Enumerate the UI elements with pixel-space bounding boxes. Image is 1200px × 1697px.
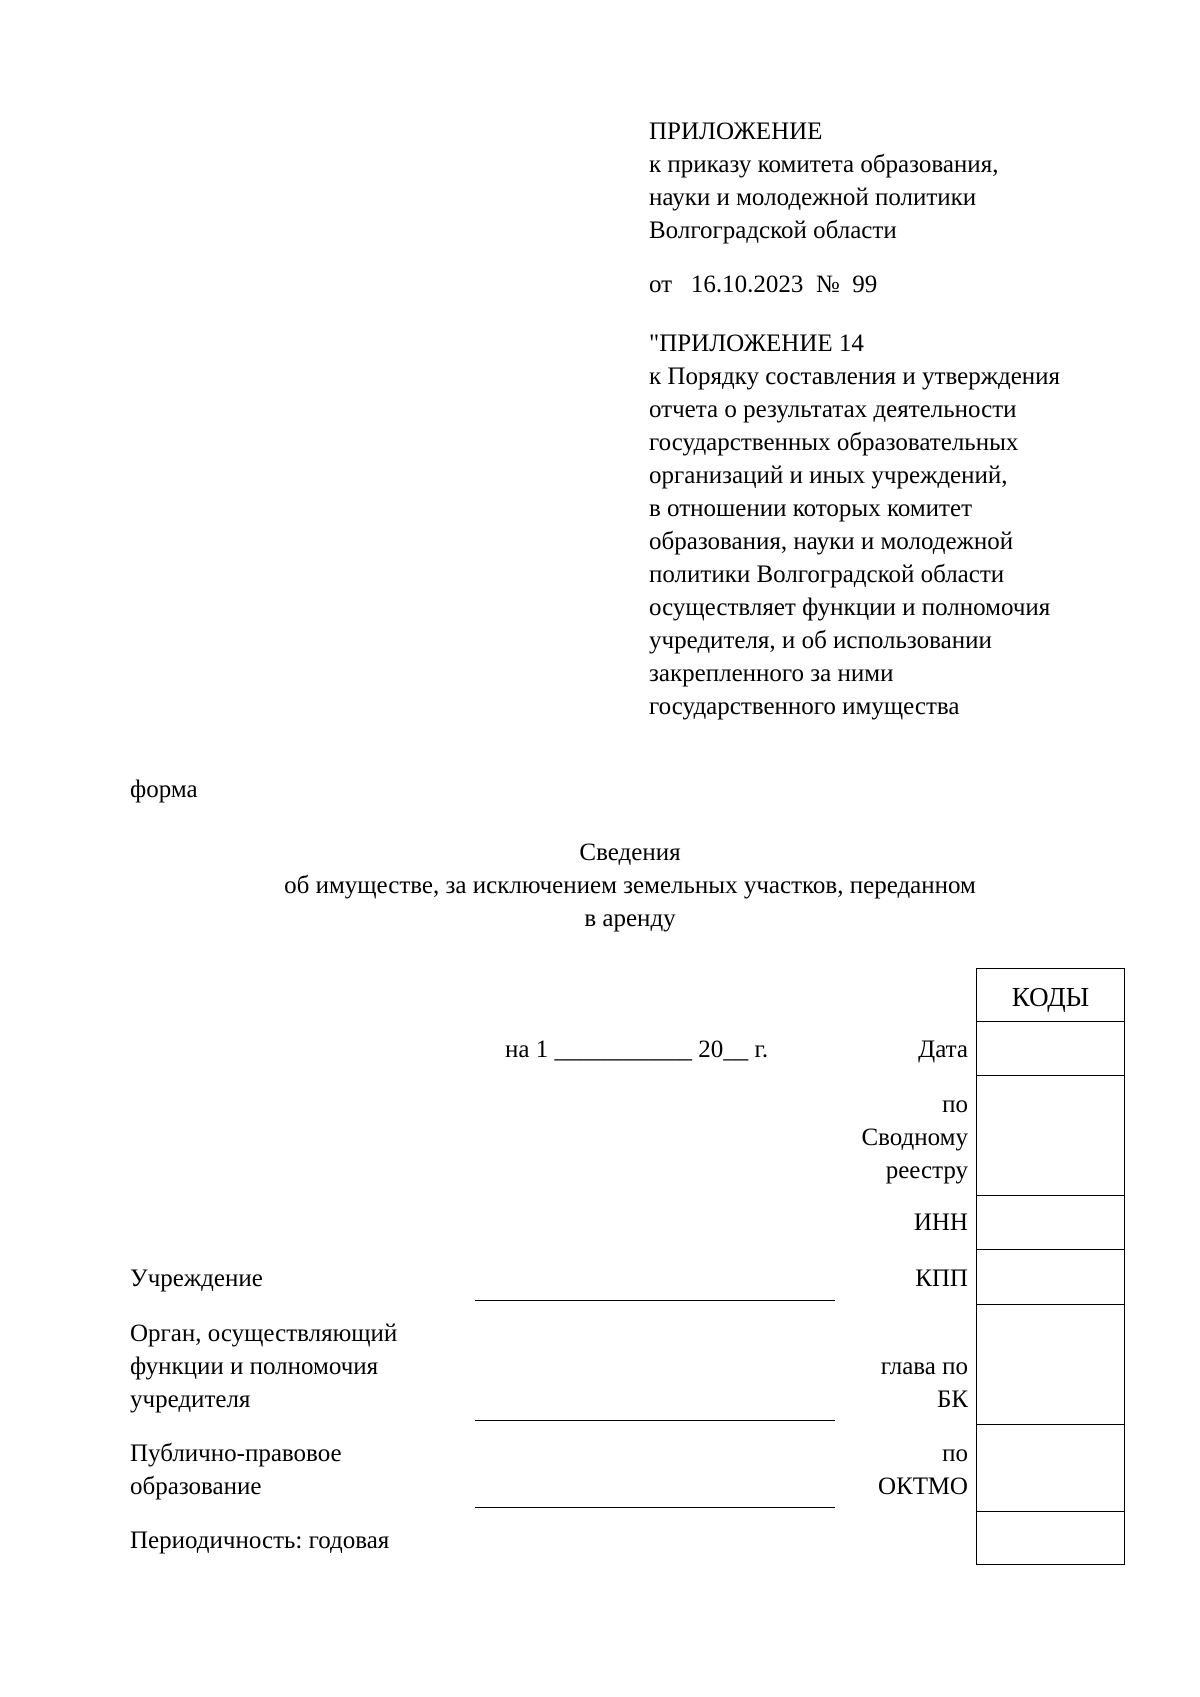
ppo-fill-line [475,1507,835,1508]
appendix14-label: "ПРИЛОЖЕНИЕ 14 [649,330,864,357]
approval-header [649,115,1060,723]
procedure-line: государственного имущества [649,693,960,720]
codes-header: КОДЫ [1011,982,1090,1012]
institution-fill-line [475,1300,835,1301]
procedure-line: в отношении которых комитет [649,495,972,522]
date-prefix: от [649,271,673,298]
procedure-line: осуществляет функции и полномочия [649,594,1051,621]
label-date: Дата [918,1036,968,1063]
order-line: к приказу комитета образования, [649,151,999,178]
label-institution: Учреждение [130,1265,263,1292]
label-periodicity: Периодичность: годовая [130,1527,390,1554]
procedure-line: закрепленного за ними [649,660,894,687]
order-date: 16.10.2023 [690,271,804,298]
procedure-line: к Порядку составления и утверждения [649,363,1061,390]
codes-divider [977,1021,1124,1022]
label-ppo: Публично-правовое образование [130,1440,342,1500]
procedure-line: учредителя, и об использовании [649,627,992,654]
procedure-line: организаций и иных учреждений, [649,462,1008,489]
number-sign: № [815,271,840,298]
label-bk: глава по БК [880,1353,968,1413]
label-kpp: КПП [915,1265,968,1292]
procedure-line: политики Волгоградской области [649,561,1005,588]
codes-divider [977,1195,1124,1196]
codes-divider [977,1075,1124,1076]
title-line: Сведения [579,839,681,866]
codes-divider [977,1511,1124,1512]
order-line: науки и молодежной политики [649,184,977,211]
title-line: в аренду [584,905,676,932]
label-founder: Орган, осуществляющий функции и полномочия учредителя [130,1320,398,1413]
order-date-line [649,268,1060,301]
label-registry: по Сводному реестру [861,1091,968,1184]
procedure-line: образования, науки и молодежной [649,528,1014,555]
label-oktmo: по ОКТМО [878,1440,968,1500]
title-line: об имуществе, за исключением земельных участков, переданном [284,872,976,899]
codes-divider [977,1424,1124,1425]
codes-divider [977,1304,1124,1305]
codes-divider [977,1249,1124,1250]
codes-table [976,968,1125,1565]
order-line: Волгоградской области [649,217,897,244]
appendix-label: ПРИЛОЖЕНИЕ [649,118,823,145]
form-label: форма [130,776,198,803]
label-inn: ИНН [913,1209,968,1236]
as-of-date: на 1 ___________ 20__ г. [505,1036,769,1063]
procedure-line: государственных образовательных [649,429,1019,456]
order-number: 99 [852,271,878,298]
founder-fill-line [475,1420,835,1421]
procedure-line: отчета о результатах деятельности [649,396,1017,423]
